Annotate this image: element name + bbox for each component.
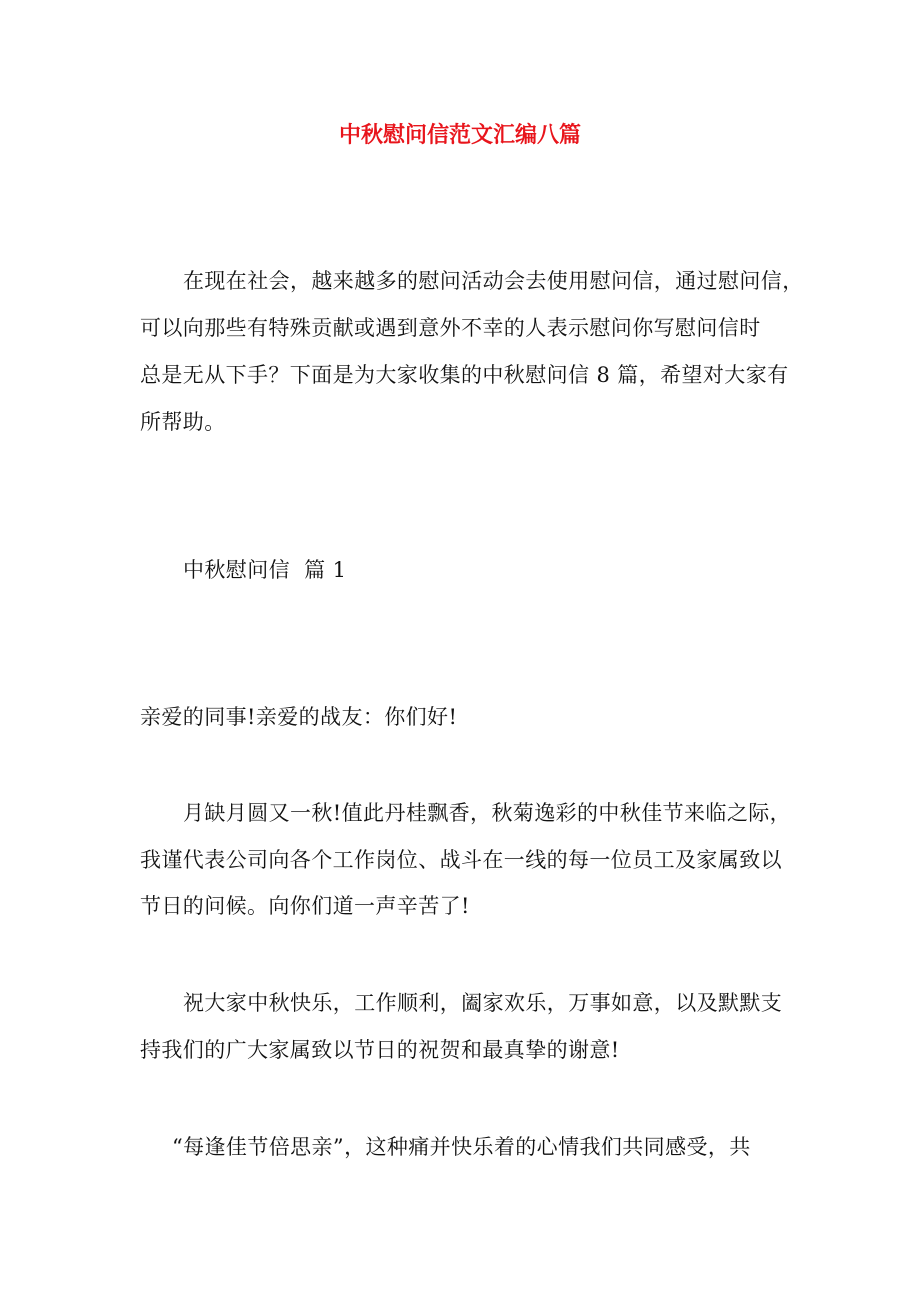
- paragraph-line: 我谨代表公司向各个工作岗位、战斗在一线的每一位员工及家属致以: [140, 848, 782, 872]
- paragraph-line: “每逢佳节倍思亲”，这种痛并快乐着的心情我们共同感受，共: [172, 1135, 751, 1159]
- paragraph-line: 持我们的广大家属致以节日的祝贺和最真挚的谢意!: [140, 1038, 620, 1062]
- intro-line: 总是无从下手？下面是为大家收集的中秋慰问信 8 篇，希望对大家有: [140, 363, 789, 387]
- greeting: 亲爱的同事!亲爱的战友：你们好!: [140, 705, 458, 729]
- section-heading: 中秋慰问信 篇 1: [183, 558, 347, 582]
- paragraph-line: 祝大家中秋快乐，工作顺利，阖家欢乐，万事如意，以及默默支: [183, 991, 783, 1015]
- paragraph-line: 月缺月圆又一秋!值此丹桂飘香，秋菊逸彩的中秋佳节来临之际，: [183, 801, 792, 825]
- document-title: 中秋慰问信范文汇编八篇: [338, 122, 581, 148]
- paragraph-line: 节日的问候。向你们道一声辛苦了!: [140, 894, 470, 918]
- intro-line: 所帮助。: [140, 410, 226, 434]
- intro-line: 在现在社会，越来越多的慰问活动会去使用慰问信，通过慰问信，: [183, 269, 804, 293]
- intro-line: 可以向那些有特殊贡献或遇到意外不幸的人表示慰问你写慰问信时: [140, 316, 761, 340]
